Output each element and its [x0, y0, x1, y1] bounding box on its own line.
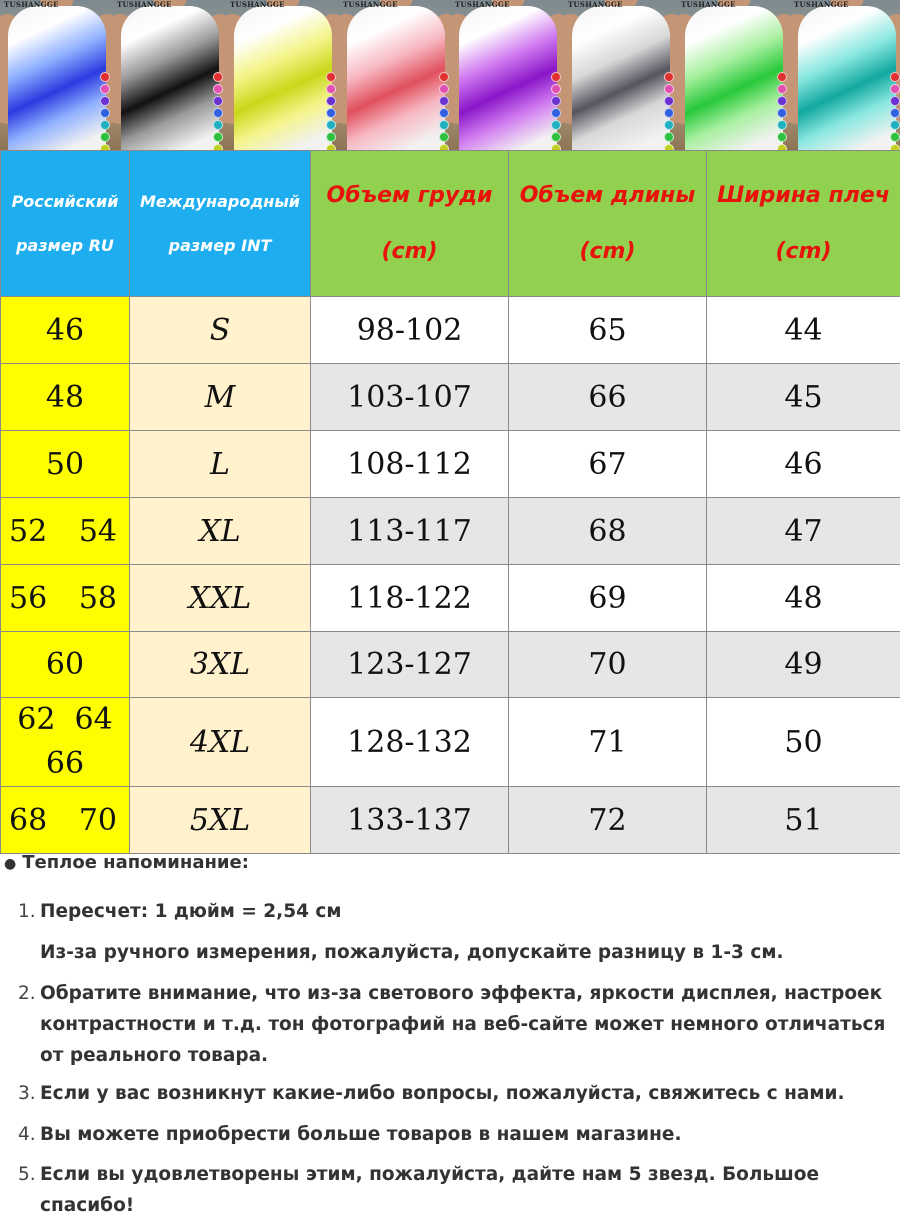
- ru-size-value: 46: [46, 313, 84, 348]
- header-chest-line1: Объем груди: [311, 168, 508, 224]
- header-length-line2: (cm): [509, 224, 706, 280]
- ru-size-value: 48: [46, 380, 84, 415]
- cell-shoulder: 51: [707, 787, 900, 854]
- size-chart-table: [0, 150, 900, 854]
- note-number: 2.: [18, 978, 36, 1009]
- ru-size-value: 56: [9, 581, 47, 616]
- cell-chest: 113-117: [311, 498, 509, 565]
- header-int-size: [130, 151, 311, 297]
- table-row: [1, 498, 900, 565]
- brand-label: TUSHANGGE: [455, 0, 510, 9]
- color-swatch: [439, 132, 449, 142]
- shirt-photo-purple: [451, 0, 564, 150]
- header-ru-line2: размер RU: [1, 224, 129, 268]
- note-text: Если вы удовлетворены этим, пожалуйста, дайте нам 5 звезд. Большое спасибо!: [40, 1159, 888, 1221]
- table-header-row: [1, 151, 900, 297]
- ru-size-value: 66: [46, 746, 84, 781]
- table-row: [1, 565, 900, 632]
- color-swatch: [326, 132, 336, 142]
- cell-ru-size: [1, 431, 130, 498]
- header-shoulder-line2: (cm): [707, 224, 900, 280]
- color-swatch: [100, 132, 110, 142]
- color-swatch: [777, 84, 787, 94]
- color-swatches: [326, 72, 336, 150]
- color-swatches: [213, 72, 223, 150]
- shirt-photo-teal: [790, 0, 900, 150]
- color-swatch: [890, 120, 900, 130]
- header-ru-line1: Российский: [1, 180, 129, 224]
- note-item-5: [18, 1159, 888, 1221]
- ru-size-value: 64: [75, 702, 113, 737]
- header-length: [509, 151, 707, 297]
- color-swatch: [100, 72, 110, 82]
- color-swatches: [551, 72, 561, 150]
- header-int-line2: размер INT: [130, 224, 310, 268]
- note-text: Пересчет: 1 дюйм = 2,54 см: [40, 896, 888, 927]
- cell-chest: 118-122: [311, 565, 509, 632]
- ru-size-value: 58: [79, 581, 117, 616]
- color-swatch: [777, 72, 787, 82]
- color-swatch: [664, 108, 674, 118]
- cell-length: 69: [509, 565, 707, 632]
- table-row: [1, 364, 900, 431]
- color-swatch: [100, 108, 110, 118]
- cell-chest: 108-112: [311, 431, 509, 498]
- note-text: Обратите внимание, что из-за светового эффекта, яркости дисплея, настроек контрастности и т.д. тон фотографий на веб-сайте может немного отличаться от реального товара.: [40, 978, 888, 1071]
- ru-size-value: 62: [17, 702, 55, 737]
- color-swatch: [890, 108, 900, 118]
- color-swatch: [439, 84, 449, 94]
- note-number: 4.: [18, 1119, 36, 1150]
- cell-shoulder: 50: [707, 698, 900, 787]
- cell-ru-size: [1, 364, 130, 431]
- color-swatch: [777, 108, 787, 118]
- color-swatch: [551, 72, 561, 82]
- color-swatch: [890, 132, 900, 142]
- cell-shoulder: 44: [707, 297, 900, 364]
- cell-chest: 123-127: [311, 632, 509, 698]
- color-swatch: [664, 84, 674, 94]
- brand-label: TUSHANGGE: [230, 0, 285, 9]
- color-swatch: [439, 72, 449, 82]
- ru-size-value: 70: [79, 803, 117, 838]
- color-swatch: [213, 84, 223, 94]
- color-swatch: [664, 72, 674, 82]
- brand-label: TUSHANGGE: [4, 0, 59, 9]
- color-swatch: [551, 108, 561, 118]
- note-item-3: [18, 1078, 888, 1109]
- cell-shoulder: 49: [707, 632, 900, 698]
- color-swatch: [551, 120, 561, 130]
- shirt-photo-blue: [0, 0, 113, 150]
- color-swatch: [777, 120, 787, 130]
- cell-int-size: M: [130, 364, 311, 431]
- color-swatches: [100, 72, 110, 150]
- shirt-photo-black: [113, 0, 226, 150]
- cell-length: 68: [509, 498, 707, 565]
- cell-int-size: 3XL: [130, 632, 311, 698]
- note-number: 5.: [18, 1159, 36, 1190]
- ru-size-value: 54: [79, 514, 117, 549]
- cell-shoulder: 46: [707, 431, 900, 498]
- color-swatch: [551, 96, 561, 106]
- notes-title-row: [4, 852, 249, 873]
- bullet-icon: ●: [4, 856, 16, 872]
- shirt-photo-grey: [564, 0, 677, 150]
- cell-shoulder: 47: [707, 498, 900, 565]
- color-swatch: [326, 96, 336, 106]
- cell-int-size: 4XL: [130, 698, 311, 787]
- color-swatch: [213, 120, 223, 130]
- brand-label: TUSHANGGE: [117, 0, 172, 9]
- cell-shoulder: 48: [707, 565, 900, 632]
- brand-label: TUSHANGGE: [681, 0, 736, 9]
- cell-length: 65: [509, 297, 707, 364]
- table-row: [1, 431, 900, 498]
- color-swatch: [213, 132, 223, 142]
- color-swatch: [439, 108, 449, 118]
- cell-int-size: S: [130, 297, 311, 364]
- shirt-photo-green: [677, 0, 790, 150]
- cell-ru-size: [1, 565, 130, 632]
- cell-shoulder: 45: [707, 364, 900, 431]
- color-swatch: [100, 84, 110, 94]
- cell-chest: 103-107: [311, 364, 509, 431]
- header-chest: [311, 151, 509, 297]
- header-length-line1: Объем длины: [509, 168, 706, 224]
- color-swatch: [551, 132, 561, 142]
- color-swatch: [213, 72, 223, 82]
- color-swatches: [777, 72, 787, 150]
- note-number: 1.: [18, 896, 36, 927]
- shirt-photo-yellow: [226, 0, 339, 150]
- color-swatches: [439, 72, 449, 150]
- color-swatch: [664, 120, 674, 130]
- ru-size-value: 60: [46, 647, 84, 682]
- ru-size-value: 68: [9, 803, 47, 838]
- cell-chest: 98-102: [311, 297, 509, 364]
- color-swatch: [326, 84, 336, 94]
- cell-ru-size: [1, 498, 130, 565]
- note-text: Если у вас возникнут какие-либо вопросы, пожалуйста, свяжитесь с нами.: [40, 1078, 888, 1109]
- brand-label: TUSHANGGE: [343, 0, 398, 9]
- shirt-photo-pink: [339, 0, 452, 150]
- color-swatch: [326, 108, 336, 118]
- cell-int-size: XL: [130, 498, 311, 565]
- cell-length: 71: [509, 698, 707, 787]
- color-swatch: [100, 96, 110, 106]
- cell-int-size: 5XL: [130, 787, 311, 854]
- color-swatches: [890, 72, 900, 150]
- table-row: [1, 632, 900, 698]
- table-row: [1, 698, 900, 787]
- color-swatch: [100, 120, 110, 130]
- color-swatch: [551, 84, 561, 94]
- color-swatch: [213, 108, 223, 118]
- color-swatch: [439, 96, 449, 106]
- note-item-4: [18, 1119, 888, 1150]
- header-int-line1: Международный: [130, 180, 310, 224]
- color-swatch: [664, 132, 674, 142]
- cell-int-size: L: [130, 431, 311, 498]
- color-swatch: [890, 96, 900, 106]
- note-item-2: [18, 978, 888, 1071]
- color-swatch: [664, 96, 674, 106]
- cell-length: 66: [509, 364, 707, 431]
- header-chest-line2: (cm): [311, 224, 508, 280]
- notes-title: Теплое напоминание:: [22, 852, 249, 873]
- color-swatch: [890, 84, 900, 94]
- color-swatch: [777, 96, 787, 106]
- cell-length: 72: [509, 787, 707, 854]
- note-text: Вы можете приобрести больше товаров в нашем магазине.: [40, 1119, 888, 1150]
- ru-size-value: 50: [46, 447, 84, 482]
- cell-int-size: XXL: [130, 565, 311, 632]
- cell-chest: 133-137: [311, 787, 509, 854]
- color-swatch: [777, 132, 787, 142]
- header-ru-size: [1, 151, 130, 297]
- cell-chest: 128-132: [311, 698, 509, 787]
- table-row: [1, 297, 900, 364]
- cell-ru-size: [1, 787, 130, 854]
- product-banner: [0, 0, 900, 150]
- note-item-1: [18, 896, 888, 968]
- color-swatch: [439, 120, 449, 130]
- color-swatch: [890, 72, 900, 82]
- header-shoulder: [707, 151, 900, 297]
- color-swatch: [213, 96, 223, 106]
- brand-label: TUSHANGGE: [794, 0, 849, 9]
- color-swatch: [326, 120, 336, 130]
- header-shoulder-line1: Ширина плеч: [707, 168, 900, 224]
- brand-label: TUSHANGGE: [568, 0, 623, 9]
- table-row: [1, 787, 900, 854]
- cell-length: 70: [509, 632, 707, 698]
- ru-size-value: 52: [9, 514, 47, 549]
- note-subtext: Из-за ручного измерения, пожалуйста, допускайте разницу в 1-3 см.: [40, 937, 888, 968]
- cell-length: 67: [509, 431, 707, 498]
- cell-ru-size: [1, 297, 130, 364]
- cell-ru-size: [1, 632, 130, 698]
- color-swatch: [326, 72, 336, 82]
- cell-ru-size: [1, 698, 130, 787]
- color-swatches: [664, 72, 674, 150]
- note-number: 3.: [18, 1078, 36, 1109]
